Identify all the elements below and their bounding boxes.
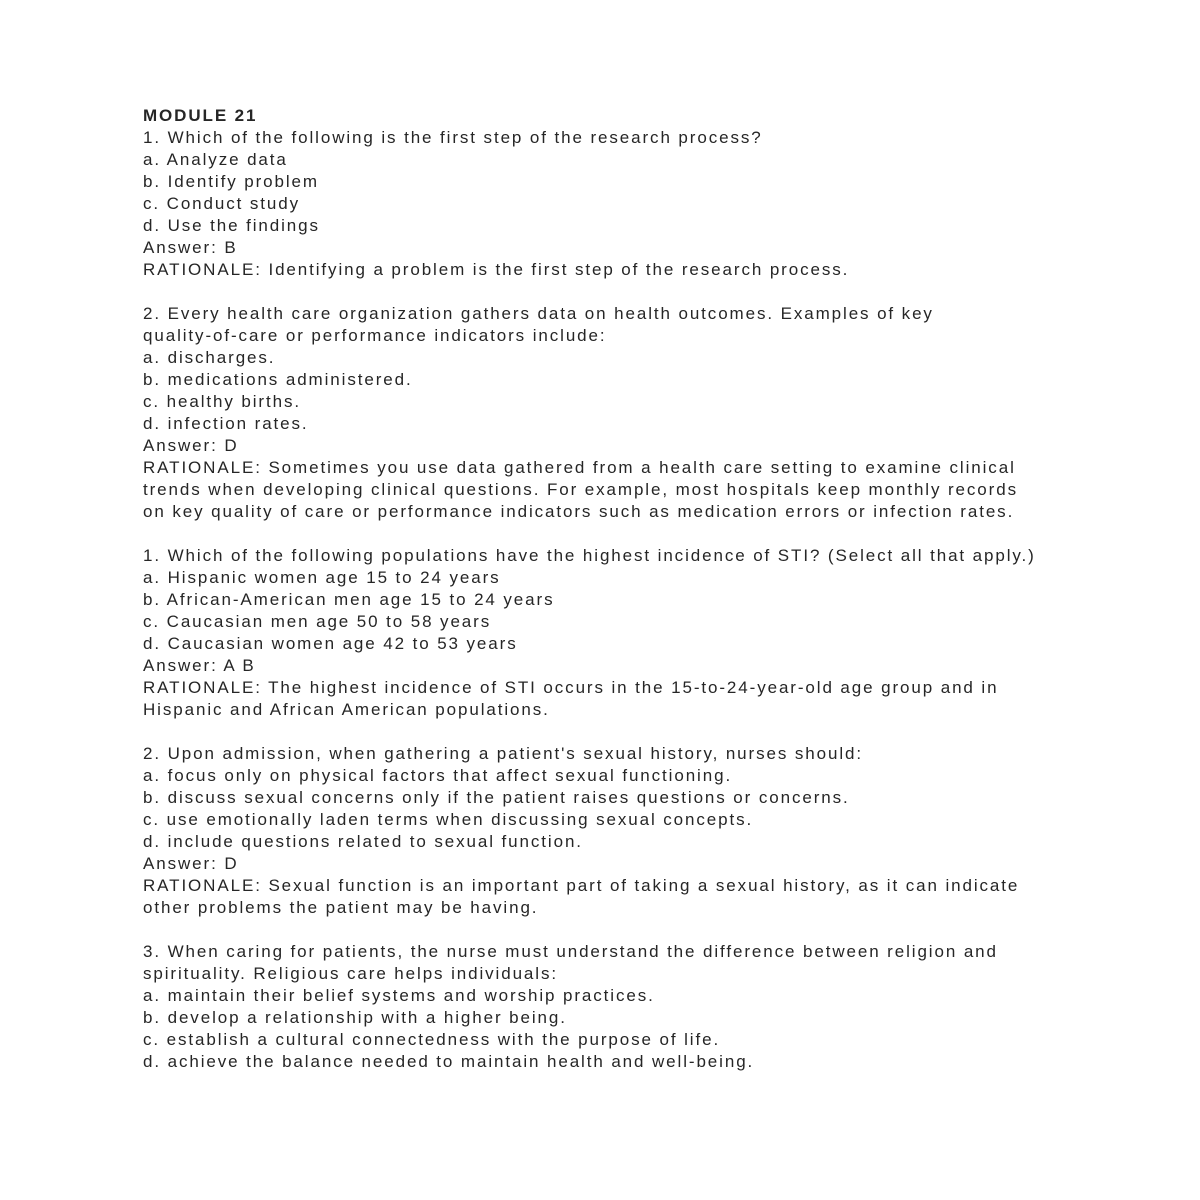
text-line: 1. Which of the following populations have the highest incidence of STI? (Select all that apply.) (143, 546, 1036, 565)
text-line: d. infection rates. (143, 414, 309, 433)
text-line: 1. Which of the following is the first step of the research process? (143, 128, 763, 147)
text-line: d. Caucasian women age 42 to 53 years (143, 634, 518, 653)
text-line: d. Use the findings (143, 216, 320, 235)
text-line: c. Conduct study (143, 194, 301, 213)
text-line: a. Analyze data (143, 150, 288, 169)
text-line: 2. Upon admission, when gathering a patient's sexual history, nurses should: (143, 744, 863, 763)
text-line: 2. Every health care organization gathers data on health outcomes. Examples of key (143, 304, 934, 323)
text-line: a. Hispanic women age 15 to 24 years (143, 568, 501, 587)
text-line: RATIONALE: The highest incidence of STI occurs in the 15-to-24-year-old age group and in (143, 678, 999, 697)
question-block (143, 127, 1153, 281)
text-line: d. achieve the balance needed to maintain health and well-being. (143, 1052, 755, 1071)
question-block (143, 941, 1153, 1073)
text-line: Answer: D (143, 436, 239, 455)
text-line: d. include questions related to sexual function. (143, 832, 583, 851)
text-line: a. focus only on physical factors that affect sexual functioning. (143, 766, 733, 785)
question-blocks (143, 127, 1153, 1073)
question-block (143, 743, 1153, 919)
text-line: b. discuss sexual concerns only if the patient raises questions or concerns. (143, 788, 850, 807)
text-line: a. maintain their belief systems and worship practices. (143, 986, 655, 1005)
text-line: c. healthy births. (143, 392, 301, 411)
text-line: Hispanic and African American populations. (143, 700, 550, 719)
text-line: b. African-American men age 15 to 24 years (143, 590, 555, 609)
text-line: on key quality of care or performance indicators such as medication errors or infection rates. (143, 502, 1015, 521)
module-title: MODULE 21 (143, 106, 258, 125)
text-line: b. medications administered. (143, 370, 413, 389)
text-line: Answer: D (143, 854, 239, 873)
text-line: b. Identify problem (143, 172, 319, 191)
text-line: Answer: A B (143, 656, 256, 675)
text-line: a. discharges. (143, 348, 276, 367)
document-page (143, 105, 1153, 1095)
text-line: 3. When caring for patients, the nurse must understand the difference between religion and (143, 942, 998, 961)
text-line: c. use emotionally laden terms when discussing sexual concepts. (143, 810, 754, 829)
text-line: other problems the patient may be having. (143, 898, 539, 917)
text-line: RATIONALE: Sexual function is an important part of taking a sexual history, as it can indicate (143, 876, 1020, 895)
text-line: quality-of-care or performance indicators include: (143, 326, 607, 345)
text-line: b. develop a relationship with a higher being. (143, 1008, 567, 1027)
text-line: spirituality. Religious care helps individuals: (143, 964, 558, 983)
text-line: trends when developing clinical questions. For example, most hospitals keep monthly records (143, 480, 1018, 499)
question-block (143, 303, 1153, 523)
text-line: RATIONALE: Identifying a problem is the first step of the research process. (143, 260, 850, 279)
text-line: Answer: B (143, 238, 238, 257)
text-line: c. Caucasian men age 50 to 58 years (143, 612, 492, 631)
text-line: RATIONALE: Sometimes you use data gathered from a health care setting to examine clinical (143, 458, 1016, 477)
text-line: c. establish a cultural connectedness with the purpose of life. (143, 1030, 721, 1049)
question-block (143, 545, 1153, 721)
